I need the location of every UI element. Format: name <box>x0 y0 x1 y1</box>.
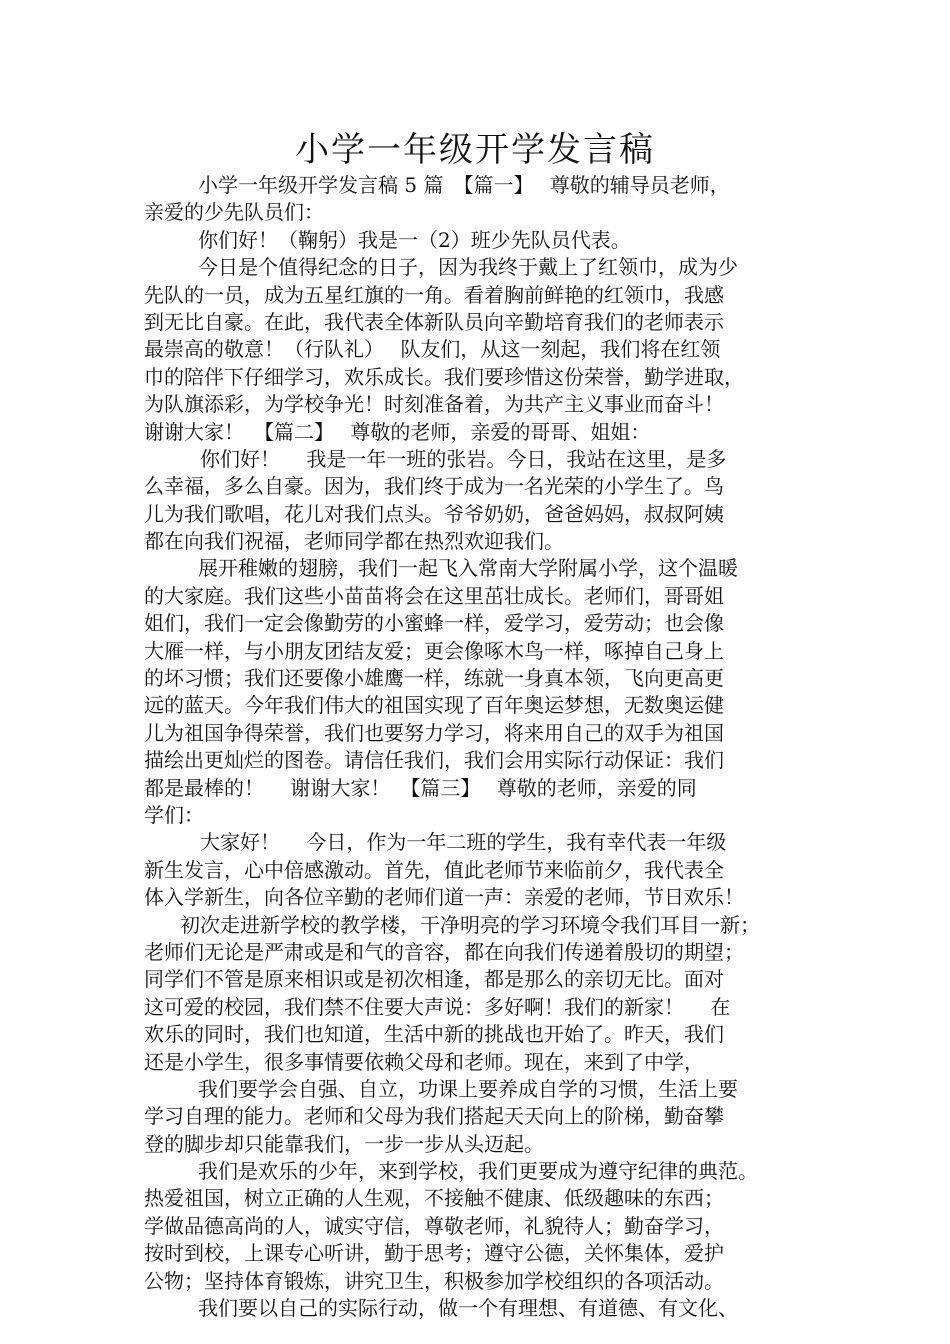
text-line: 都是最棒的！ 谢谢大家！ 【篇三】 尊敬的老师，亲爱的同 <box>144 775 697 800</box>
text-line: 今日是个值得纪念的日子，因为我终于戴上了红领巾，成为少 <box>198 255 738 280</box>
text-line: 儿为我们歌唱，花儿对我们点头。爷爷奶奶，爸爸妈妈，叔叔阿姨 <box>144 501 724 526</box>
text-line: 我们要学会自强、自立，功课上要养成自学的习惯，生活上要 <box>198 1076 738 1101</box>
text-line: 小学一年级开学发言稿 5 篇 【篇一】 尊敬的辅导员老师， <box>198 173 730 197</box>
text-line: 新生发言，心中倍感激动。首先，值此老师节来临前夕，我代表全 <box>144 857 724 882</box>
text-line: 欢乐的同时，我们也知道，生活中新的挑战也开始了。昨天，我们 <box>144 1022 724 1047</box>
text-line: 我们是欢乐的少年，来到学校，我们更要成为遵守纪律的典范。 <box>198 1159 758 1184</box>
text-line: 最崇高的敬意！（行队礼） 队友们，从这一刻起，我们将在红领 <box>144 337 721 362</box>
text-line: 的坏习惯；我们还要像小雄鹰一样，练就一身真本领，飞向更高更 <box>144 666 724 691</box>
text-line: 老师们无论是严肃或是和气的音容，都在向我们传递着殷切的期望； <box>144 939 744 964</box>
text-line: 同学们不管是原来相识或是初次相逢，都是那么的亲切无比。面对 <box>144 967 724 992</box>
text-line: 学们： <box>144 802 204 827</box>
text-line: 这可爱的校园，我们禁不住要大声说：多好啊！我们的新家！ 在 <box>144 994 731 1019</box>
text-line: 展开稚嫩的翅膀，我们一起飞入常南大学附属小学，这个温暖 <box>198 556 738 581</box>
text-line: 按时到校，上课专心听讲，勤于思考；遵守公德，关怀集体，爱护 <box>144 1241 724 1266</box>
text-line: 大雁一样，与小朋友团结友爱；更会像啄木鸟一样，啄掉自己身上 <box>144 638 724 663</box>
text-line: 热爱祖国，树立正确的人生观，不接触不健康、低级趣味的东西； <box>144 1186 724 1211</box>
text-line: 我们要以自己的实际行动，做一个有理想、有道德、有文化、 <box>198 1296 738 1321</box>
text-line: 先队的一员，成为五星红旗的一角。看着胸前鲜艳的红领巾，我感 <box>144 282 724 307</box>
text-line: 么幸福，多么自豪。因为，我们终于成为一名光荣的小学生了。鸟 <box>144 474 724 499</box>
text-line: 初次走进新学校的教学楼，干净明亮的学习环境令我们耳目一新； <box>180 912 760 937</box>
text-line: 你们好！（鞠躬）我是一（2）班少先队员代表。 <box>198 227 631 252</box>
text-line: 大家好！ 今日，作为一年二班的学生，我有幸代表一年级 <box>200 830 727 855</box>
document-body <box>144 172 834 1322</box>
text-line: 都在向我们祝福，老师同学都在热烈欢迎我们。 <box>144 529 564 554</box>
text-line: 儿为祖国争得荣誉，我们也要努力学习，将来用自己的双手为祖国 <box>144 720 724 745</box>
text-line: 亲爱的少先队员们： <box>144 200 324 225</box>
text-line: 学习自理的能力。老师和父母为我们搭起天天向上的阶梯，勤奋攀 <box>144 1104 724 1129</box>
text-line: 为队旗添彩，为学校争光！时刻准备着，为共产主义事业而奋斗！ <box>144 392 724 417</box>
document-title: 小学一年级开学发言稿 <box>295 130 655 170</box>
text-line: 描绘出更灿烂的图卷。请信任我们，我们会用实际行动保证：我们 <box>144 748 724 773</box>
text-line: 姐们，我们一定会像勤劳的小蜜蜂一样，爱学习，爱劳动；也会像 <box>144 611 724 636</box>
text-line: 还是小学生，很多事情要依赖父母和老师。现在，来到了中学， <box>144 1049 704 1074</box>
text-line: 到无比自豪。在此，我代表全体新队员向辛勤培育我们的老师表示 <box>144 309 724 334</box>
text-line: 公物；坚持体育锻炼，讲究卫生，积极参加学校组织的各项活动。 <box>144 1268 724 1293</box>
text-line: 体入学新生，向各位辛勤的老师们道一声：亲爱的老师，节日欢乐！ <box>144 885 744 910</box>
text-line: 远的蓝天。今年我们伟大的祖国实现了百年奥运梦想，无数奥运健 <box>144 693 724 718</box>
text-line: 谢谢大家！ 【篇二】 尊敬的老师，亲爱的哥哥、姐姐： <box>144 419 651 444</box>
text-line: 的大家庭。我们这些小苗苗将会在这里茁壮成长。老师们，哥哥姐 <box>144 583 724 608</box>
text-line: 登的脚步却只能靠我们，一步一步从头迈起。 <box>144 1131 544 1156</box>
text-line: 巾的陪伴下仔细学习，欢乐成长。我们要珍惜这份荣誉，勤学进取， <box>144 364 744 389</box>
text-line: 学做品德高尚的人，诚实守信，尊敬老师，礼貌待人；勤奋学习， <box>144 1213 724 1238</box>
text-line: 你们好！ 我是一年一班的张岩。今日，我站在这里，是多 <box>200 446 727 471</box>
